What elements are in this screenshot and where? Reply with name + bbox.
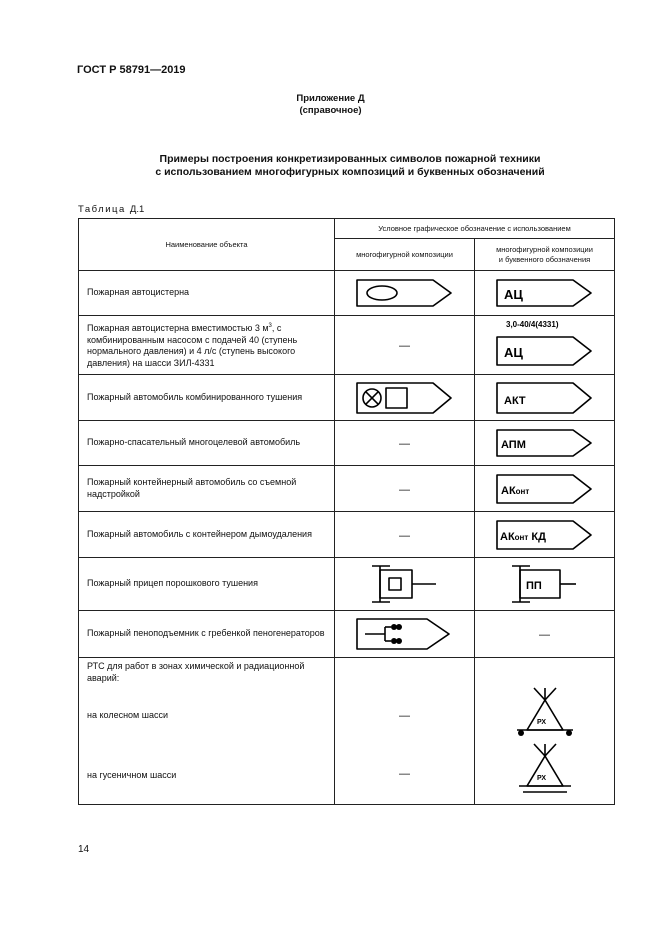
object-name: Пожарный прицеп порошкового тушения (79, 558, 335, 611)
object-name: Пожарный автомобиль с контейнером дымоудаления (79, 512, 335, 558)
table-caption (78, 204, 144, 215)
symbol-letters-tail: КД (527, 530, 546, 543)
container-vehicle-symbol-icon (495, 473, 595, 505)
table-row (79, 558, 615, 611)
document-title-line-2: с использованием многофигурных композиций и буквенных обозначений (155, 166, 545, 178)
symbol-multi (335, 316, 475, 375)
document-title (80, 153, 620, 179)
no-symbol-dash-wheeled: — (399, 710, 410, 722)
object-name: Пожарная автоцистерна (79, 271, 335, 316)
header-multi-figure-letter (475, 239, 615, 271)
symbol-multi (335, 271, 475, 316)
document-title-line-1: Примеры построения конкретизированных символов пожарной техники (159, 153, 541, 165)
powder-trailer-letter-symbol-icon (510, 562, 580, 606)
smoke-removal-symbol-icon (495, 519, 595, 551)
wheeled-chem-rad-symbol-icon (510, 686, 580, 740)
symbol-multi-letter (475, 611, 615, 658)
symbol-multi-letter (475, 421, 615, 466)
header-object-name: Наименование объекта (79, 219, 335, 271)
tanker-letter-symbol-icon (495, 278, 595, 308)
appendix-subtitle: (справочное) (299, 105, 362, 116)
no-symbol-dash: — (539, 629, 550, 641)
symbol-multi-letter (475, 466, 615, 512)
header-symbol-group: Условное графическое обозначение с использованием (335, 219, 615, 239)
symbol-multi-letter (475, 512, 615, 558)
symbol-multi (335, 421, 475, 466)
symbol-multi (335, 658, 475, 805)
symbol-multi (335, 558, 475, 611)
symbol-multi-letter (475, 375, 615, 421)
symbol-multi (335, 466, 475, 512)
object-name: Пожарный контейнерный автомобиль со съемной надстройкой (79, 466, 335, 512)
no-symbol-dash: — (399, 340, 410, 352)
object-name (79, 658, 335, 805)
symbol-letters: РХ (536, 775, 546, 782)
symbol-letters: АЦ (503, 345, 523, 360)
combined-extinguishing-symbol-icon (355, 381, 455, 415)
object-name: Пожарный автомобиль комбинированного тушения (79, 375, 335, 421)
symbol-multi-letter (475, 271, 615, 316)
symbol-letters: РХ (536, 719, 546, 726)
table-caption-word: Таблица (78, 204, 126, 215)
table-row (79, 271, 615, 316)
powder-trailer-symbol-icon (370, 562, 440, 606)
symbol-letters: ПП (525, 580, 542, 592)
symbol-letters (500, 531, 546, 543)
symbol-specification: 3,0-40/4(4331) (505, 320, 558, 329)
standard-number: ГОСТ Р 58791—2019 (77, 64, 186, 76)
no-symbol-dash: — (399, 438, 410, 450)
object-name (79, 316, 335, 375)
symbol-multi-letter (475, 558, 615, 611)
object-name-part-1: Пожарная автоцистерна вместимостью 3 м (87, 323, 269, 333)
symbol-letters: АКТ (503, 394, 526, 407)
no-symbol-dash-tracked: — (399, 768, 410, 780)
appendix-heading (0, 93, 661, 117)
header-multi-figure: многофигурной композиции (335, 239, 475, 271)
symbol-letters-main: АК (499, 530, 515, 543)
symbol-letters: АЦ (503, 287, 523, 302)
table-row (79, 658, 615, 805)
tracked-chem-rad-symbol-icon (510, 742, 580, 796)
no-symbol-dash: — (399, 529, 410, 542)
object-name-main: РТС для работ в зонах химической и радиационной аварий: (87, 661, 305, 683)
symbol-letters-small: онт (515, 486, 529, 496)
page-number: 14 (78, 844, 90, 855)
multipurpose-rescue-symbol-icon (495, 428, 595, 458)
symbol-letters-main: АК (500, 484, 516, 497)
symbol-multi (335, 375, 475, 421)
appendix-title: Приложение Д (296, 93, 365, 104)
symbol-letters-small: онт (514, 532, 528, 542)
symbol-letters (501, 485, 529, 497)
table-row (79, 611, 615, 658)
object-name: Пожарный пеноподъемник с гребенкой пеногенераторов (79, 611, 335, 658)
table-row (79, 375, 615, 421)
foam-lift-symbol-icon (355, 617, 455, 651)
symbols-table (78, 218, 615, 805)
header-multi-letter-line-2: и буквенного обозначения (498, 254, 591, 264)
symbol-letters: АПМ (500, 439, 526, 451)
table-row (79, 316, 615, 375)
symbol-multi (335, 611, 475, 658)
table-header-row (79, 219, 615, 239)
tanker-symbol-icon (355, 278, 455, 308)
tanker-capacity-symbol-icon (495, 321, 595, 369)
table-row (79, 512, 615, 558)
symbol-multi-letter (475, 316, 615, 375)
table-row (79, 466, 615, 512)
header-multi-letter-line-1: многофигурной композиции (496, 244, 593, 254)
combined-extinguishing-letter-symbol-icon (495, 381, 595, 415)
object-name-part-2: , с комбинированным насосом с подачей 40 (ступень нормального давления) и 4 л/с (ступень высокого давления) на шасси ЗИЛ-4331 (87, 323, 298, 368)
table-caption-number: Д.1 (129, 204, 145, 215)
object-name: Пожарно-спасательный многоцелевой автомобиль (79, 421, 335, 466)
object-name-wheeled: на колесном шасси (87, 710, 168, 720)
object-name-tracked: на гусеничном шасси (87, 769, 177, 780)
table-row (79, 421, 615, 466)
no-symbol-dash: — (399, 483, 410, 496)
symbol-multi-letter (475, 658, 615, 805)
symbol-multi (335, 512, 475, 558)
object-name-superscript: 3 (268, 323, 272, 329)
